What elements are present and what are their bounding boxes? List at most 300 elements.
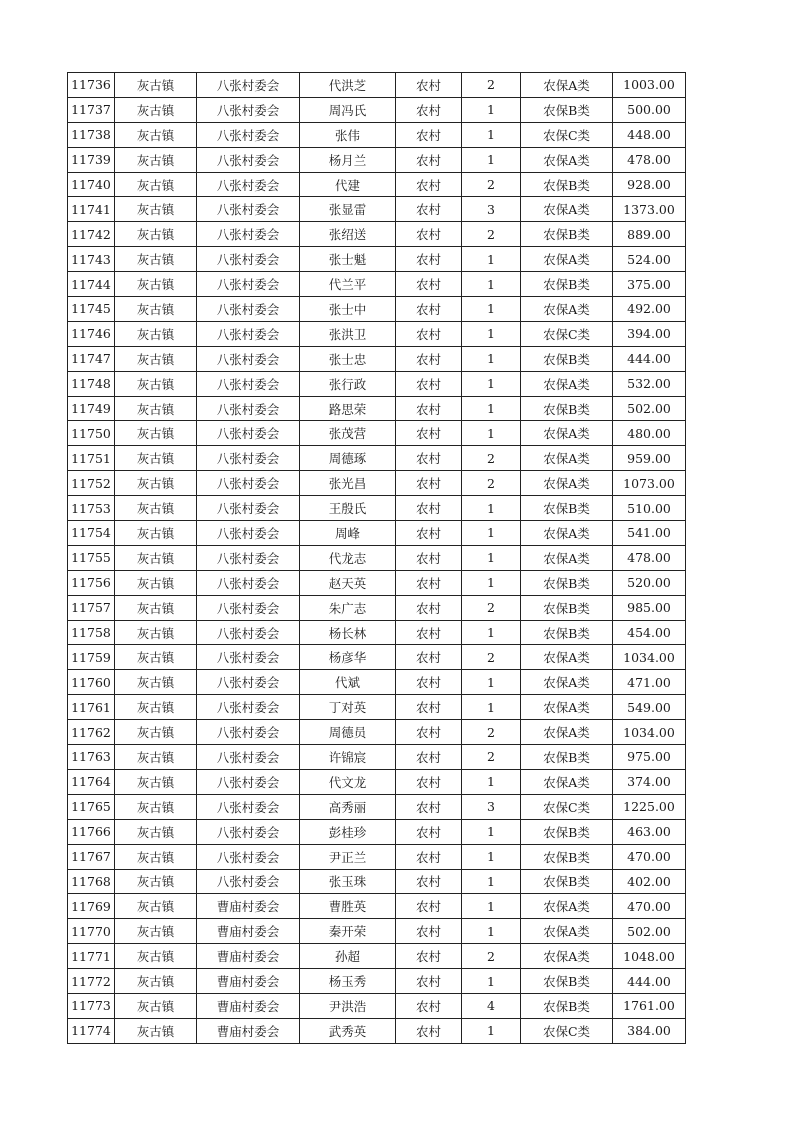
cell-village-committee: 八张村委会 [197, 446, 300, 471]
cell-amount: 928.00 [613, 172, 686, 197]
cell-household-type: 农村 [396, 247, 462, 272]
cell-insurance-category: 农保A类 [521, 147, 613, 172]
cell-person-count: 2 [462, 720, 521, 745]
cell-town: 灰古镇 [115, 272, 197, 297]
cell-town: 灰古镇 [115, 446, 197, 471]
cell-person-name: 张玉珠 [300, 869, 396, 894]
cell-person-count: 2 [462, 595, 521, 620]
cell-person-name: 代斌 [300, 670, 396, 695]
cell-household-type: 农村 [396, 993, 462, 1018]
cell-person-name: 杨玉秀 [300, 969, 396, 994]
cell-insurance-category: 农保A类 [521, 297, 613, 322]
cell-person-count: 1 [462, 844, 521, 869]
cell-household-type: 农村 [396, 396, 462, 421]
cell-village-committee: 八张村委会 [197, 471, 300, 496]
cell-person-count: 2 [462, 944, 521, 969]
table-row [68, 969, 686, 994]
cell-village-committee: 曹庙村委会 [197, 919, 300, 944]
cell-town: 灰古镇 [115, 595, 197, 620]
cell-insurance-category: 农保A类 [521, 894, 613, 919]
cell-town: 灰古镇 [115, 471, 197, 496]
table-row [68, 894, 686, 919]
cell-person-name: 周德员 [300, 720, 396, 745]
table-row [68, 695, 686, 720]
cell-record-id: 11770 [68, 919, 115, 944]
cell-person-name: 杨长林 [300, 620, 396, 645]
cell-amount: 1761.00 [613, 993, 686, 1018]
cell-household-type: 农村 [396, 321, 462, 346]
cell-record-id: 11752 [68, 471, 115, 496]
cell-household-type: 农村 [396, 346, 462, 371]
cell-person-name: 周德琢 [300, 446, 396, 471]
cell-person-count: 3 [462, 197, 521, 222]
cell-village-committee: 八张村委会 [197, 371, 300, 396]
cell-amount: 532.00 [613, 371, 686, 396]
cell-person-name: 秦开荣 [300, 919, 396, 944]
cell-person-name: 张士忠 [300, 346, 396, 371]
cell-amount: 1073.00 [613, 471, 686, 496]
cell-amount: 1048.00 [613, 944, 686, 969]
table-row [68, 670, 686, 695]
cell-insurance-category: 农保A类 [521, 645, 613, 670]
cell-insurance-category: 农保C类 [521, 321, 613, 346]
cell-household-type: 农村 [396, 969, 462, 994]
cell-insurance-category: 农保A类 [521, 521, 613, 546]
cell-household-type: 农村 [396, 73, 462, 98]
cell-insurance-category: 农保A类 [521, 421, 613, 446]
cell-amount: 1003.00 [613, 73, 686, 98]
cell-village-committee: 八张村委会 [197, 545, 300, 570]
cell-record-id: 11739 [68, 147, 115, 172]
cell-village-committee: 八张村委会 [197, 620, 300, 645]
cell-amount: 448.00 [613, 122, 686, 147]
cell-insurance-category: 农保A类 [521, 371, 613, 396]
cell-household-type: 农村 [396, 446, 462, 471]
cell-person-count: 1 [462, 570, 521, 595]
cell-record-id: 11771 [68, 944, 115, 969]
cell-household-type: 农村 [396, 670, 462, 695]
cell-insurance-category: 农保B类 [521, 993, 613, 1018]
cell-town: 灰古镇 [115, 371, 197, 396]
cell-insurance-category: 农保C类 [521, 1018, 613, 1043]
cell-record-id: 11750 [68, 421, 115, 446]
cell-household-type: 农村 [396, 521, 462, 546]
cell-town: 灰古镇 [115, 521, 197, 546]
table-row [68, 720, 686, 745]
cell-insurance-category: 农保A类 [521, 695, 613, 720]
cell-person-name: 杨月兰 [300, 147, 396, 172]
cell-record-id: 11748 [68, 371, 115, 396]
cell-person-name: 朱广志 [300, 595, 396, 620]
cell-village-committee: 八张村委会 [197, 496, 300, 521]
cell-record-id: 11761 [68, 695, 115, 720]
cell-amount: 520.00 [613, 570, 686, 595]
cell-village-committee: 八张村委会 [197, 122, 300, 147]
cell-amount: 524.00 [613, 247, 686, 272]
cell-insurance-category: 农保A类 [521, 197, 613, 222]
cell-person-name: 彭桂珍 [300, 819, 396, 844]
cell-insurance-category: 农保B类 [521, 819, 613, 844]
cell-amount: 510.00 [613, 496, 686, 521]
cell-person-name: 张士魁 [300, 247, 396, 272]
table-row [68, 745, 686, 770]
cell-person-count: 1 [462, 894, 521, 919]
cell-person-name: 张光昌 [300, 471, 396, 496]
cell-amount: 480.00 [613, 421, 686, 446]
cell-person-count: 1 [462, 371, 521, 396]
cell-town: 灰古镇 [115, 421, 197, 446]
cell-amount: 454.00 [613, 620, 686, 645]
table-row [68, 147, 686, 172]
table-row [68, 521, 686, 546]
cell-amount: 375.00 [613, 272, 686, 297]
cell-person-count: 1 [462, 122, 521, 147]
cell-insurance-category: 农保A类 [521, 720, 613, 745]
cell-person-name: 路思荣 [300, 396, 396, 421]
cell-amount: 374.00 [613, 769, 686, 794]
table-row [68, 919, 686, 944]
cell-person-count: 1 [462, 297, 521, 322]
table-row [68, 496, 686, 521]
cell-insurance-category: 农保A类 [521, 73, 613, 98]
cell-town: 灰古镇 [115, 993, 197, 1018]
cell-amount: 500.00 [613, 97, 686, 122]
cell-town: 灰古镇 [115, 297, 197, 322]
cell-village-committee: 八张村委会 [197, 869, 300, 894]
cell-household-type: 农村 [396, 147, 462, 172]
cell-town: 灰古镇 [115, 720, 197, 745]
cell-record-id: 11768 [68, 869, 115, 894]
table-row [68, 421, 686, 446]
cell-town: 灰古镇 [115, 122, 197, 147]
cell-record-id: 11762 [68, 720, 115, 745]
cell-person-name: 赵天英 [300, 570, 396, 595]
cell-household-type: 农村 [396, 595, 462, 620]
table-row [68, 645, 686, 670]
cell-village-committee: 八张村委会 [197, 570, 300, 595]
cell-insurance-category: 农保A类 [521, 247, 613, 272]
cell-village-committee: 曹庙村委会 [197, 969, 300, 994]
cell-town: 灰古镇 [115, 844, 197, 869]
cell-town: 灰古镇 [115, 570, 197, 595]
cell-town: 灰古镇 [115, 1018, 197, 1043]
cell-insurance-category: 农保C类 [521, 122, 613, 147]
cell-person-count: 1 [462, 620, 521, 645]
cell-insurance-category: 农保A类 [521, 944, 613, 969]
cell-insurance-category: 农保B类 [521, 346, 613, 371]
cell-amount: 959.00 [613, 446, 686, 471]
cell-person-count: 1 [462, 346, 521, 371]
cell-record-id: 11769 [68, 894, 115, 919]
table-row [68, 1018, 686, 1043]
cell-village-committee: 八张村委会 [197, 73, 300, 98]
cell-amount: 549.00 [613, 695, 686, 720]
cell-person-count: 4 [462, 993, 521, 1018]
table-row [68, 794, 686, 819]
cell-person-count: 1 [462, 545, 521, 570]
cell-record-id: 11742 [68, 222, 115, 247]
cell-person-name: 张伟 [300, 122, 396, 147]
table-row [68, 595, 686, 620]
table-row [68, 769, 686, 794]
cell-person-name: 周冯氏 [300, 97, 396, 122]
cell-household-type: 农村 [396, 197, 462, 222]
cell-person-name: 周峰 [300, 521, 396, 546]
cell-person-count: 1 [462, 819, 521, 844]
cell-record-id: 11757 [68, 595, 115, 620]
cell-person-name: 张士中 [300, 297, 396, 322]
cell-person-count: 1 [462, 919, 521, 944]
cell-amount: 470.00 [613, 844, 686, 869]
cell-household-type: 农村 [396, 222, 462, 247]
cell-household-type: 农村 [396, 620, 462, 645]
cell-insurance-category: 农保B类 [521, 496, 613, 521]
table-row [68, 869, 686, 894]
cell-amount: 471.00 [613, 670, 686, 695]
cell-person-name: 武秀英 [300, 1018, 396, 1043]
table-row [68, 247, 686, 272]
cell-amount: 478.00 [613, 545, 686, 570]
cell-record-id: 11766 [68, 819, 115, 844]
cell-person-count: 1 [462, 1018, 521, 1043]
cell-town: 灰古镇 [115, 321, 197, 346]
cell-village-committee: 八张村委会 [197, 247, 300, 272]
cell-household-type: 农村 [396, 545, 462, 570]
cell-person-count: 2 [462, 172, 521, 197]
cell-town: 灰古镇 [115, 869, 197, 894]
cell-record-id: 11749 [68, 396, 115, 421]
cell-insurance-category: 农保A类 [521, 919, 613, 944]
cell-village-committee: 八张村委会 [197, 197, 300, 222]
cell-person-name: 代文龙 [300, 769, 396, 794]
cell-record-id: 11774 [68, 1018, 115, 1043]
cell-village-committee: 曹庙村委会 [197, 993, 300, 1018]
cell-household-type: 农村 [396, 844, 462, 869]
cell-person-name: 丁对英 [300, 695, 396, 720]
cell-town: 灰古镇 [115, 73, 197, 98]
cell-village-committee: 八张村委会 [197, 272, 300, 297]
cell-person-count: 2 [462, 745, 521, 770]
cell-amount: 402.00 [613, 869, 686, 894]
cell-amount: 889.00 [613, 222, 686, 247]
cell-town: 灰古镇 [115, 645, 197, 670]
cell-person-count: 1 [462, 695, 521, 720]
cell-town: 灰古镇 [115, 944, 197, 969]
cell-household-type: 农村 [396, 869, 462, 894]
cell-record-id: 11746 [68, 321, 115, 346]
table-row [68, 545, 686, 570]
cell-village-committee: 八张村委会 [197, 819, 300, 844]
cell-person-name: 高秀丽 [300, 794, 396, 819]
cell-record-id: 11760 [68, 670, 115, 695]
cell-insurance-category: 农保B类 [521, 97, 613, 122]
cell-household-type: 农村 [396, 720, 462, 745]
cell-record-id: 11744 [68, 272, 115, 297]
cell-village-committee: 八张村委会 [197, 595, 300, 620]
cell-village-committee: 八张村委会 [197, 745, 300, 770]
table-row [68, 446, 686, 471]
cell-record-id: 11745 [68, 297, 115, 322]
cell-village-committee: 八张村委会 [197, 97, 300, 122]
table-row [68, 844, 686, 869]
cell-record-id: 11763 [68, 745, 115, 770]
cell-person-name: 张行政 [300, 371, 396, 396]
cell-record-id: 11740 [68, 172, 115, 197]
cell-town: 灰古镇 [115, 247, 197, 272]
cell-household-type: 农村 [396, 496, 462, 521]
cell-record-id: 11754 [68, 521, 115, 546]
cell-household-type: 农村 [396, 695, 462, 720]
cell-household-type: 农村 [396, 97, 462, 122]
cell-household-type: 农村 [396, 794, 462, 819]
cell-insurance-category: 农保B类 [521, 396, 613, 421]
cell-person-name: 代龙志 [300, 545, 396, 570]
table-row [68, 122, 686, 147]
cell-village-committee: 八张村委会 [197, 172, 300, 197]
cell-person-name: 代洪芝 [300, 73, 396, 98]
table-row [68, 371, 686, 396]
cell-person-name: 尹洪浩 [300, 993, 396, 1018]
cell-insurance-category: 农保B类 [521, 272, 613, 297]
cell-household-type: 农村 [396, 172, 462, 197]
cell-amount: 541.00 [613, 521, 686, 546]
cell-person-count: 1 [462, 247, 521, 272]
cell-person-name: 孙超 [300, 944, 396, 969]
cell-person-name: 杨彦华 [300, 645, 396, 670]
cell-household-type: 农村 [396, 272, 462, 297]
cell-insurance-category: 农保B类 [521, 222, 613, 247]
cell-amount: 1034.00 [613, 645, 686, 670]
cell-village-committee: 八张村委会 [197, 720, 300, 745]
cell-record-id: 11759 [68, 645, 115, 670]
cell-person-name: 张绍送 [300, 222, 396, 247]
cell-town: 灰古镇 [115, 794, 197, 819]
cell-amount: 470.00 [613, 894, 686, 919]
cell-record-id: 11738 [68, 122, 115, 147]
cell-amount: 1225.00 [613, 794, 686, 819]
cell-village-committee: 八张村委会 [197, 297, 300, 322]
cell-household-type: 农村 [396, 570, 462, 595]
table-row [68, 197, 686, 222]
cell-insurance-category: 农保C类 [521, 794, 613, 819]
cell-insurance-category: 农保B类 [521, 844, 613, 869]
cell-person-count: 1 [462, 670, 521, 695]
cell-household-type: 农村 [396, 471, 462, 496]
cell-record-id: 11758 [68, 620, 115, 645]
cell-amount: 384.00 [613, 1018, 686, 1043]
cell-village-committee: 八张村委会 [197, 346, 300, 371]
table-row [68, 172, 686, 197]
cell-person-count: 3 [462, 794, 521, 819]
cell-record-id: 11751 [68, 446, 115, 471]
cell-amount: 1373.00 [613, 197, 686, 222]
cell-town: 灰古镇 [115, 147, 197, 172]
cell-record-id: 11737 [68, 97, 115, 122]
table-row [68, 396, 686, 421]
cell-town: 灰古镇 [115, 919, 197, 944]
cell-household-type: 农村 [396, 919, 462, 944]
cell-person-name: 尹正兰 [300, 844, 396, 869]
cell-village-committee: 八张村委会 [197, 147, 300, 172]
cell-person-count: 1 [462, 421, 521, 446]
cell-village-committee: 八张村委会 [197, 844, 300, 869]
cell-person-count: 1 [462, 496, 521, 521]
cell-village-committee: 八张村委会 [197, 222, 300, 247]
cell-town: 灰古镇 [115, 346, 197, 371]
cell-town: 灰古镇 [115, 620, 197, 645]
table-row [68, 272, 686, 297]
cell-person-name: 代兰平 [300, 272, 396, 297]
cell-town: 灰古镇 [115, 769, 197, 794]
cell-amount: 444.00 [613, 969, 686, 994]
cell-town: 灰古镇 [115, 172, 197, 197]
table-row [68, 297, 686, 322]
cell-town: 灰古镇 [115, 197, 197, 222]
table-row [68, 222, 686, 247]
cell-insurance-category: 农保A类 [521, 545, 613, 570]
cell-person-name: 张显雷 [300, 197, 396, 222]
cell-village-committee: 曹庙村委会 [197, 944, 300, 969]
cell-village-committee: 曹庙村委会 [197, 894, 300, 919]
cell-amount: 463.00 [613, 819, 686, 844]
cell-record-id: 11772 [68, 969, 115, 994]
cell-insurance-category: 农保A类 [521, 670, 613, 695]
cell-record-id: 11755 [68, 545, 115, 570]
cell-amount: 502.00 [613, 919, 686, 944]
cell-amount: 394.00 [613, 321, 686, 346]
cell-person-name: 张洪卫 [300, 321, 396, 346]
cell-household-type: 农村 [396, 371, 462, 396]
cell-person-count: 1 [462, 521, 521, 546]
cell-household-type: 农村 [396, 894, 462, 919]
table-body [68, 73, 686, 1044]
cell-person-count: 2 [462, 645, 521, 670]
cell-person-count: 1 [462, 769, 521, 794]
cell-insurance-category: 农保A类 [521, 769, 613, 794]
cell-insurance-category: 农保B类 [521, 745, 613, 770]
cell-village-committee: 八张村委会 [197, 670, 300, 695]
table-row [68, 620, 686, 645]
cell-household-type: 农村 [396, 297, 462, 322]
table-row [68, 570, 686, 595]
cell-amount: 985.00 [613, 595, 686, 620]
cell-insurance-category: 农保B类 [521, 595, 613, 620]
cell-town: 灰古镇 [115, 670, 197, 695]
cell-household-type: 农村 [396, 769, 462, 794]
cell-household-type: 农村 [396, 1018, 462, 1043]
cell-person-count: 1 [462, 97, 521, 122]
cell-insurance-category: 农保B类 [521, 969, 613, 994]
cell-person-count: 1 [462, 321, 521, 346]
cell-record-id: 11736 [68, 73, 115, 98]
cell-person-count: 2 [462, 222, 521, 247]
cell-person-count: 2 [462, 446, 521, 471]
cell-town: 灰古镇 [115, 222, 197, 247]
cell-household-type: 农村 [396, 421, 462, 446]
cell-town: 灰古镇 [115, 97, 197, 122]
cell-town: 灰古镇 [115, 745, 197, 770]
table-row [68, 471, 686, 496]
cell-record-id: 11765 [68, 794, 115, 819]
cell-amount: 1034.00 [613, 720, 686, 745]
table-row [68, 993, 686, 1018]
cell-village-committee: 八张村委会 [197, 396, 300, 421]
cell-town: 灰古镇 [115, 545, 197, 570]
benefit-roster-table [67, 72, 686, 1044]
table-row [68, 97, 686, 122]
cell-person-name: 许锦宸 [300, 745, 396, 770]
cell-village-committee: 八张村委会 [197, 421, 300, 446]
